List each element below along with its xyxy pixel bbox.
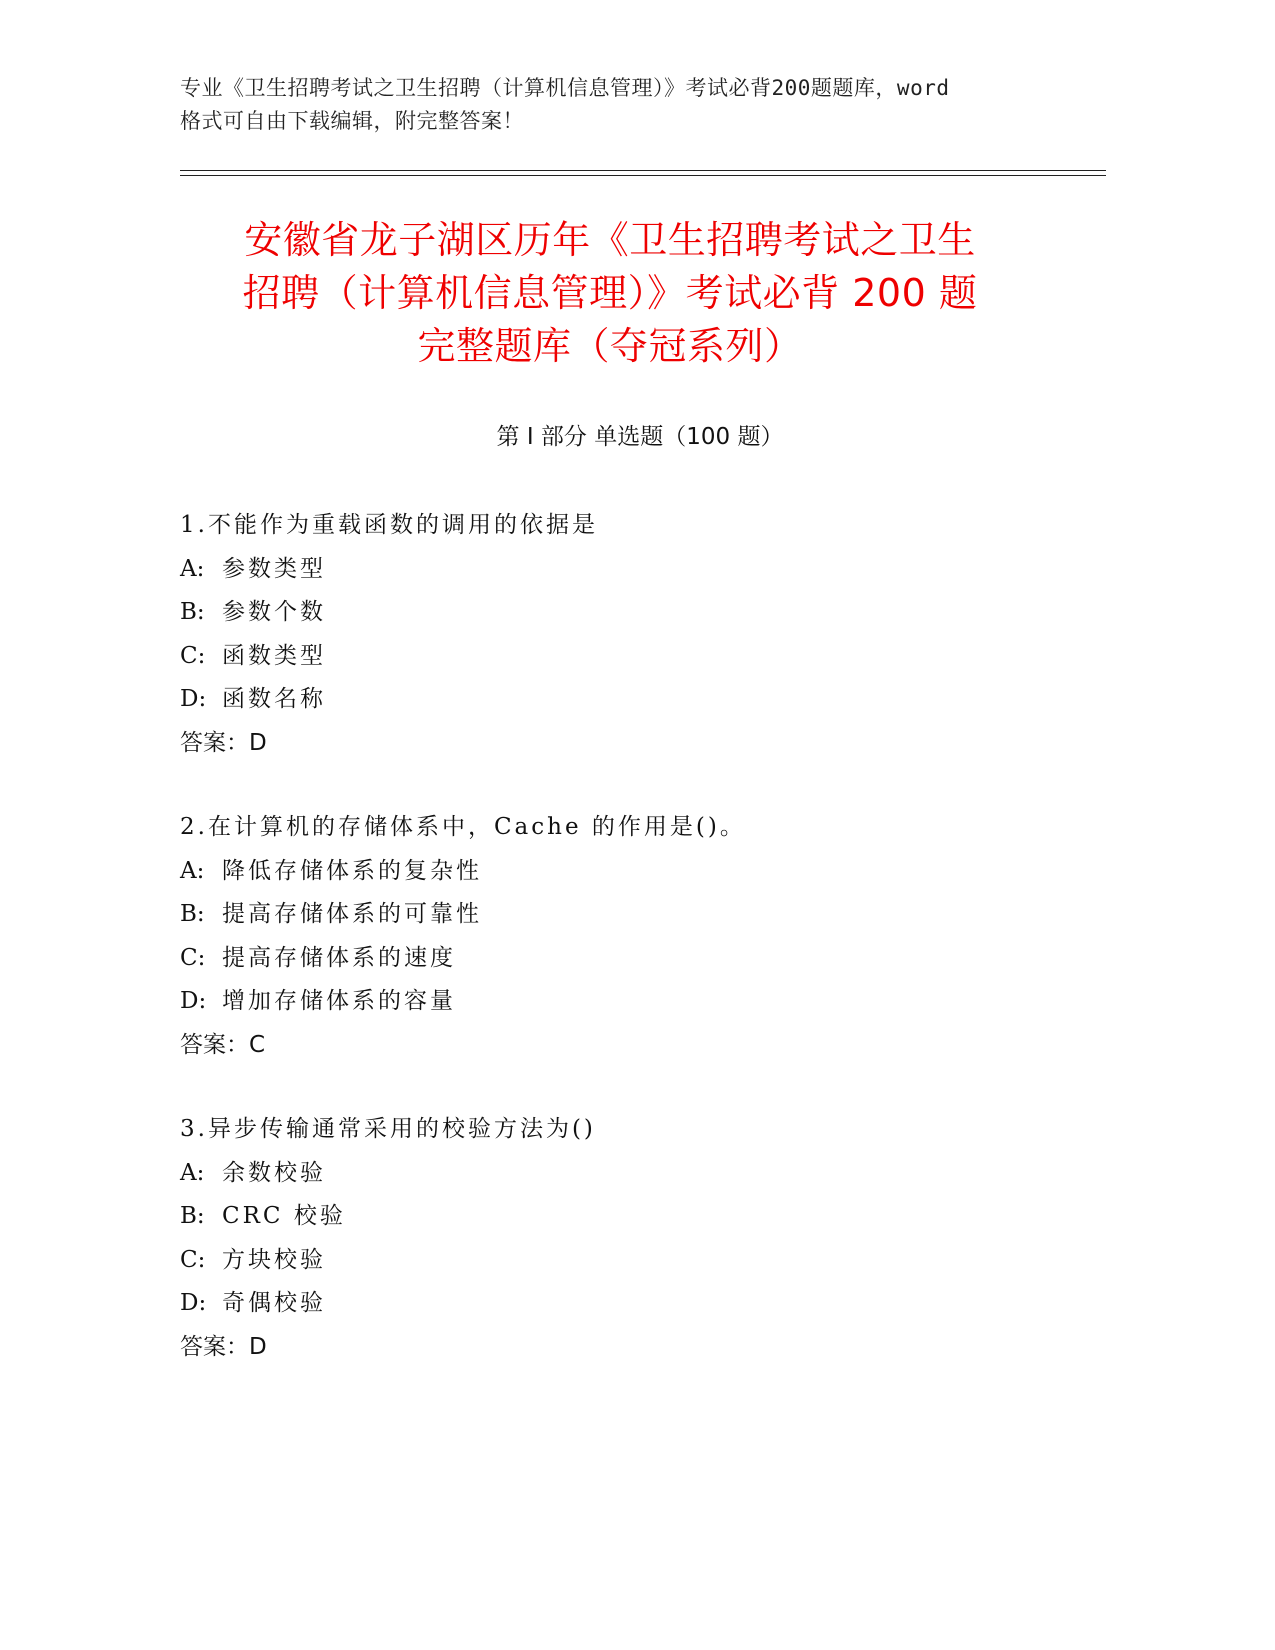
header-note-line-2: 格式可自由下载编辑，附完整答案！ (180, 109, 524, 133)
option-key: D: (180, 686, 207, 712)
option-text: 方块校验 (222, 1246, 326, 1273)
document-title (160, 214, 1060, 373)
answer: 答案：D (180, 1333, 267, 1360)
option-key: C: (180, 944, 206, 971)
option-key: A: (180, 1159, 205, 1186)
option-text: 增加存储体系的容量 (222, 988, 456, 1014)
question-1 (180, 505, 1100, 766)
option-d (180, 1283, 1100, 1327)
question-3 (180, 1109, 1100, 1370)
option-key: B: (180, 1203, 205, 1229)
option-text: 函数名称 (222, 686, 326, 712)
option-key: D: (180, 1290, 207, 1316)
option-b (180, 592, 1100, 636)
option-key: A: (180, 555, 205, 582)
option-a (180, 851, 1100, 895)
option-text: 参数个数 (222, 599, 326, 625)
option-key: A: (180, 857, 205, 884)
option-text: 参数类型 (222, 555, 326, 582)
option-key: B: (180, 901, 205, 927)
option-c (180, 938, 1100, 982)
question-stem: 3.异步传输通常采用的校验方法为() (180, 1116, 596, 1142)
answer: 答案：C (180, 1031, 266, 1058)
option-text: 余数校验 (222, 1159, 326, 1186)
header-note-line-1: 专业《卫生招聘考试之卫生招聘（计算机信息管理）》考试必背200题题库，word (180, 76, 950, 100)
option-b (180, 894, 1100, 938)
document-title-line-2: 招聘（计算机信息管理）》考试必背 200 题 (242, 271, 978, 315)
option-key: C: (180, 642, 206, 669)
option-text: 提高存储体系的可靠性 (222, 901, 482, 927)
option-text: CRC 校验 (222, 1203, 346, 1229)
option-c (180, 1240, 1100, 1284)
document-title-line-3: 完整题库（夺冠系列） (417, 324, 803, 368)
question-list (180, 505, 1100, 1411)
option-a (180, 549, 1100, 593)
section-heading: 第 I 部分 单选题（100 题） (496, 424, 784, 450)
header-rule-top (180, 170, 1106, 171)
option-text: 奇偶校验 (222, 1290, 326, 1316)
option-d (180, 679, 1100, 723)
document-header-note (180, 72, 1090, 138)
question-stem: 2.在计算机的存储体系中，Cache 的作用是()。 (180, 814, 746, 840)
option-key: B: (180, 599, 205, 625)
answer: 答案：D (180, 729, 267, 756)
option-key: C: (180, 1246, 206, 1273)
option-c (180, 636, 1100, 680)
option-text: 提高存储体系的速度 (222, 944, 456, 971)
document-title-line-1: 安徽省龙子湖区历年《卫生招聘考试之卫生 (244, 218, 976, 262)
option-b (180, 1196, 1100, 1240)
question-stem: 1.不能作为重载函数的调用的依据是 (180, 512, 598, 538)
option-key: D: (180, 988, 207, 1014)
option-text: 函数类型 (222, 642, 326, 669)
option-a (180, 1153, 1100, 1197)
header-rule-bottom (180, 175, 1106, 176)
question-2 (180, 807, 1100, 1068)
option-text: 降低存储体系的复杂性 (222, 857, 482, 884)
option-d (180, 981, 1100, 1025)
